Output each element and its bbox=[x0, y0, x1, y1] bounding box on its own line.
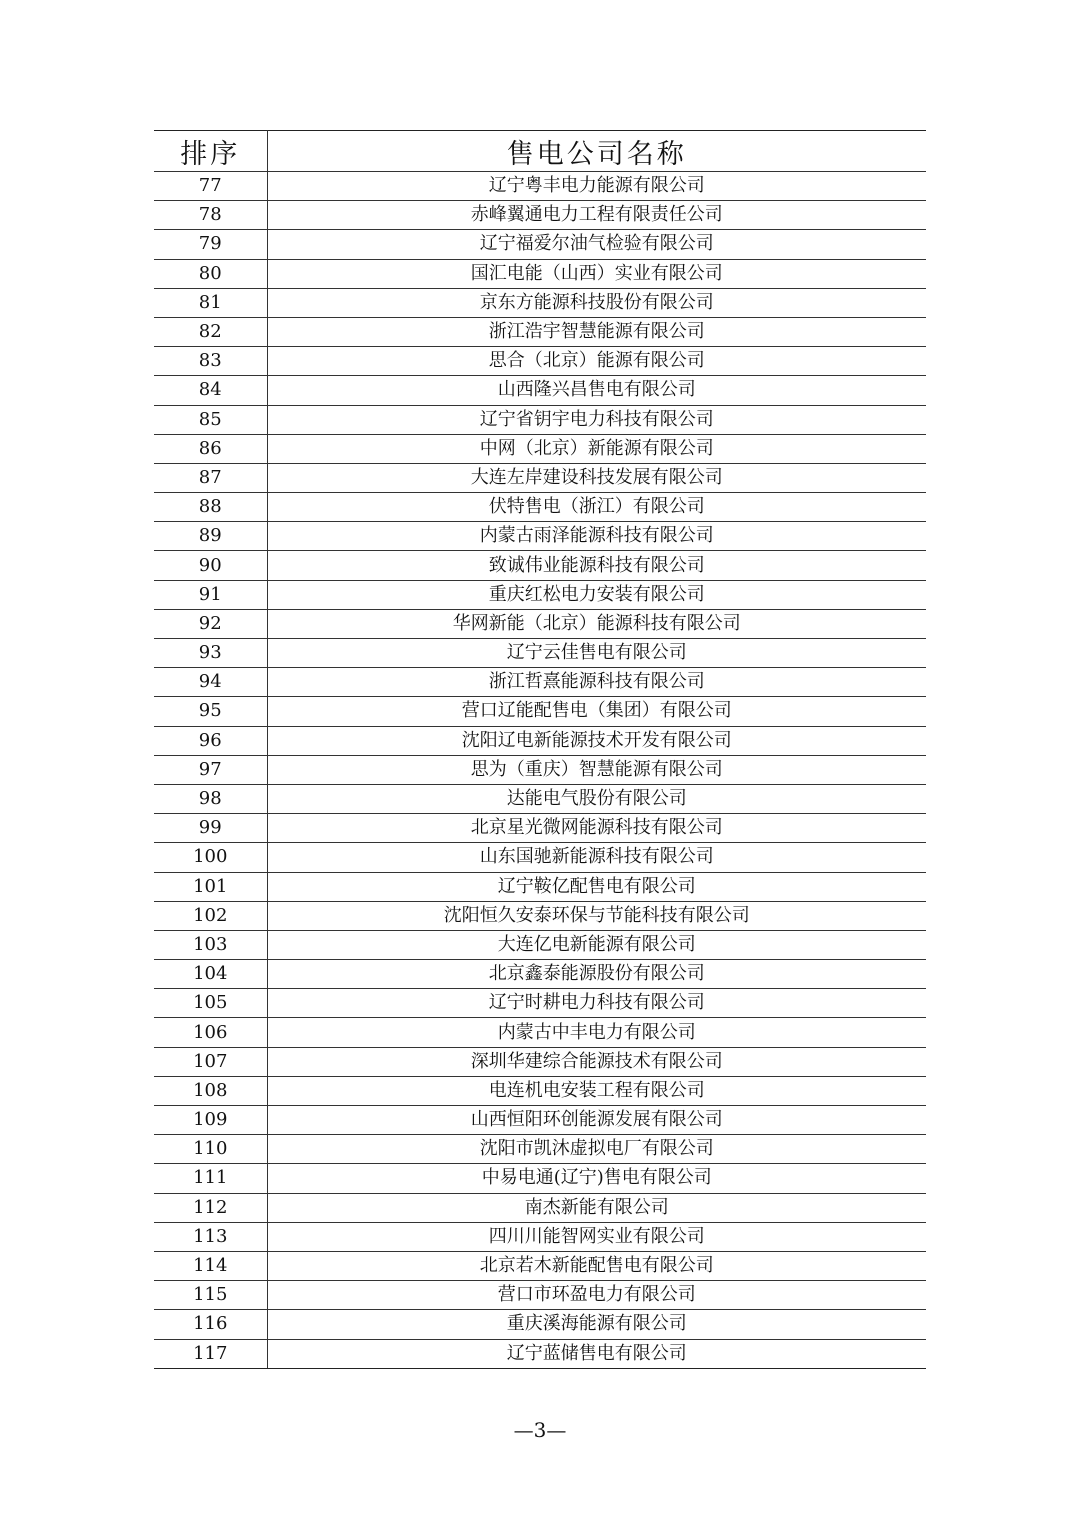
table-row bbox=[154, 960, 926, 989]
table-row bbox=[154, 1164, 926, 1193]
company-name-cell: 京东方能源科技股份有限公司 bbox=[267, 288, 926, 317]
company-ranking-table bbox=[154, 130, 926, 1369]
rank-cell: 103 bbox=[154, 930, 267, 959]
table-row bbox=[154, 1076, 926, 1105]
rank-cell: 81 bbox=[154, 288, 267, 317]
table-row bbox=[154, 434, 926, 463]
table-row bbox=[154, 1281, 926, 1310]
company-name-cell: 电连机电安装工程有限公司 bbox=[267, 1076, 926, 1105]
rank-cell: 96 bbox=[154, 726, 267, 755]
table-row bbox=[154, 668, 926, 697]
company-name-cell: 北京若木新能配售电有限公司 bbox=[267, 1251, 926, 1280]
company-name-cell: 浙江浩宇智慧能源有限公司 bbox=[267, 317, 926, 346]
table-row bbox=[154, 172, 926, 201]
table-row bbox=[154, 317, 926, 346]
company-name-cell: 南杰新能有限公司 bbox=[267, 1193, 926, 1222]
table-row bbox=[154, 697, 926, 726]
rank-cell: 110 bbox=[154, 1135, 267, 1164]
company-name-cell: 山西隆兴昌售电有限公司 bbox=[267, 376, 926, 405]
company-name-cell: 沈阳市凯沐虚拟电厂有限公司 bbox=[267, 1135, 926, 1164]
company-name-cell: 辽宁蓝储售电有限公司 bbox=[267, 1339, 926, 1368]
table-row bbox=[154, 814, 926, 843]
table-row bbox=[154, 347, 926, 376]
table-row bbox=[154, 230, 926, 259]
rank-cell: 116 bbox=[154, 1310, 267, 1339]
company-name-cell: 重庆溪海能源有限公司 bbox=[267, 1310, 926, 1339]
company-name-cell: 山东国驰新能源科技有限公司 bbox=[267, 843, 926, 872]
rank-cell: 77 bbox=[154, 172, 267, 201]
table-row bbox=[154, 463, 926, 492]
rank-cell: 111 bbox=[154, 1164, 267, 1193]
company-name-cell: 内蒙古中丰电力有限公司 bbox=[267, 1018, 926, 1047]
rank-cell: 83 bbox=[154, 347, 267, 376]
table-row bbox=[154, 288, 926, 317]
company-name-cell: 辽宁时耕电力科技有限公司 bbox=[267, 989, 926, 1018]
table-header-row bbox=[154, 131, 926, 172]
table-row bbox=[154, 201, 926, 230]
table-row bbox=[154, 930, 926, 959]
company-name-cell: 北京鑫泰能源股份有限公司 bbox=[267, 960, 926, 989]
company-name-cell: 沈阳恒久安泰环保与节能科技有限公司 bbox=[267, 901, 926, 930]
rank-cell: 92 bbox=[154, 609, 267, 638]
table-row bbox=[154, 259, 926, 288]
rank-cell: 104 bbox=[154, 960, 267, 989]
table-row bbox=[154, 872, 926, 901]
table-row bbox=[154, 1018, 926, 1047]
company-name-cell: 内蒙古雨泽能源科技有限公司 bbox=[267, 522, 926, 551]
rank-cell: 99 bbox=[154, 814, 267, 843]
rank-cell: 97 bbox=[154, 755, 267, 784]
rank-cell: 117 bbox=[154, 1339, 267, 1368]
page-number: —3— bbox=[513, 1418, 567, 1442]
company-name-cell: 赤峰翼通电力工程有限责任公司 bbox=[267, 201, 926, 230]
table-row bbox=[154, 551, 926, 580]
company-name-cell: 辽宁省钥宇电力科技有限公司 bbox=[267, 405, 926, 434]
company-name-cell: 营口辽能配售电（集团）有限公司 bbox=[267, 697, 926, 726]
company-name-cell: 大连左岸建设科技发展有限公司 bbox=[267, 463, 926, 492]
table-row bbox=[154, 609, 926, 638]
company-name-cell: 沈阳辽电新能源技术开发有限公司 bbox=[267, 726, 926, 755]
rank-cell: 115 bbox=[154, 1281, 267, 1310]
rank-cell: 107 bbox=[154, 1047, 267, 1076]
table-row bbox=[154, 1222, 926, 1251]
table-row bbox=[154, 493, 926, 522]
rank-cell: 89 bbox=[154, 522, 267, 551]
rank-cell: 84 bbox=[154, 376, 267, 405]
rank-cell: 90 bbox=[154, 551, 267, 580]
company-name-cell: 中易电通(辽宁)售电有限公司 bbox=[267, 1164, 926, 1193]
table-row bbox=[154, 755, 926, 784]
table-row bbox=[154, 784, 926, 813]
table-row bbox=[154, 901, 926, 930]
rank-cell: 80 bbox=[154, 259, 267, 288]
company-name-cell: 深圳华建综合能源技术有限公司 bbox=[267, 1047, 926, 1076]
table-body bbox=[154, 172, 926, 1369]
table-row bbox=[154, 1339, 926, 1368]
company-name-cell: 辽宁云佳售电有限公司 bbox=[267, 639, 926, 668]
rank-cell: 113 bbox=[154, 1222, 267, 1251]
rank-cell: 86 bbox=[154, 434, 267, 463]
company-name-cell: 重庆红松电力安装有限公司 bbox=[267, 580, 926, 609]
company-name-cell: 四川川能智网实业有限公司 bbox=[267, 1222, 926, 1251]
table-row bbox=[154, 376, 926, 405]
table-row bbox=[154, 1106, 926, 1135]
rank-cell: 94 bbox=[154, 668, 267, 697]
rank-cell: 98 bbox=[154, 784, 267, 813]
company-name-cell: 达能电气股份有限公司 bbox=[267, 784, 926, 813]
table-row bbox=[154, 580, 926, 609]
table-row bbox=[154, 1251, 926, 1280]
rank-cell: 100 bbox=[154, 843, 267, 872]
rank-cell: 95 bbox=[154, 697, 267, 726]
rank-cell: 79 bbox=[154, 230, 267, 259]
table-row bbox=[154, 405, 926, 434]
rank-cell: 108 bbox=[154, 1076, 267, 1105]
company-name-cell: 营口市环盈电力有限公司 bbox=[267, 1281, 926, 1310]
table-row bbox=[154, 1047, 926, 1076]
rank-cell: 88 bbox=[154, 493, 267, 522]
rank-cell: 93 bbox=[154, 639, 267, 668]
table-row bbox=[154, 522, 926, 551]
rank-cell: 106 bbox=[154, 1018, 267, 1047]
table-row bbox=[154, 1193, 926, 1222]
rank-cell: 85 bbox=[154, 405, 267, 434]
company-name-cell: 辽宁粤丰电力能源有限公司 bbox=[267, 172, 926, 201]
company-name-cell: 中网（北京）新能源有限公司 bbox=[267, 434, 926, 463]
table-row bbox=[154, 1310, 926, 1339]
rank-cell: 112 bbox=[154, 1193, 267, 1222]
rank-column-header: 排序 bbox=[154, 131, 267, 172]
rank-cell: 114 bbox=[154, 1251, 267, 1280]
company-name-cell: 大连亿电新能源有限公司 bbox=[267, 930, 926, 959]
table-row bbox=[154, 843, 926, 872]
company-name-column-header: 售电公司名称 bbox=[267, 131, 926, 172]
company-name-cell: 致诚伟业能源科技有限公司 bbox=[267, 551, 926, 580]
table-row bbox=[154, 726, 926, 755]
company-name-cell: 思合（北京）能源有限公司 bbox=[267, 347, 926, 376]
company-name-cell: 华网新能（北京）能源科技有限公司 bbox=[267, 609, 926, 638]
rank-cell: 105 bbox=[154, 989, 267, 1018]
table-row bbox=[154, 639, 926, 668]
company-name-cell: 浙江哲熹能源科技有限公司 bbox=[267, 668, 926, 697]
table-row bbox=[154, 989, 926, 1018]
company-name-cell: 辽宁鞍亿配售电有限公司 bbox=[267, 872, 926, 901]
table-row bbox=[154, 1135, 926, 1164]
company-name-cell: 伏特售电（浙江）有限公司 bbox=[267, 493, 926, 522]
rank-cell: 91 bbox=[154, 580, 267, 609]
rank-cell: 82 bbox=[154, 317, 267, 346]
company-name-cell: 北京星光微网能源科技有限公司 bbox=[267, 814, 926, 843]
company-name-cell: 国汇电能（山西）实业有限公司 bbox=[267, 259, 926, 288]
rank-cell: 87 bbox=[154, 463, 267, 492]
company-name-cell: 辽宁福爱尔油气检验有限公司 bbox=[267, 230, 926, 259]
company-name-cell: 思为（重庆）智慧能源有限公司 bbox=[267, 755, 926, 784]
rank-cell: 101 bbox=[154, 872, 267, 901]
rank-cell: 109 bbox=[154, 1106, 267, 1135]
rank-cell: 78 bbox=[154, 201, 267, 230]
company-name-cell: 山西恒阳环创能源发展有限公司 bbox=[267, 1106, 926, 1135]
rank-cell: 102 bbox=[154, 901, 267, 930]
